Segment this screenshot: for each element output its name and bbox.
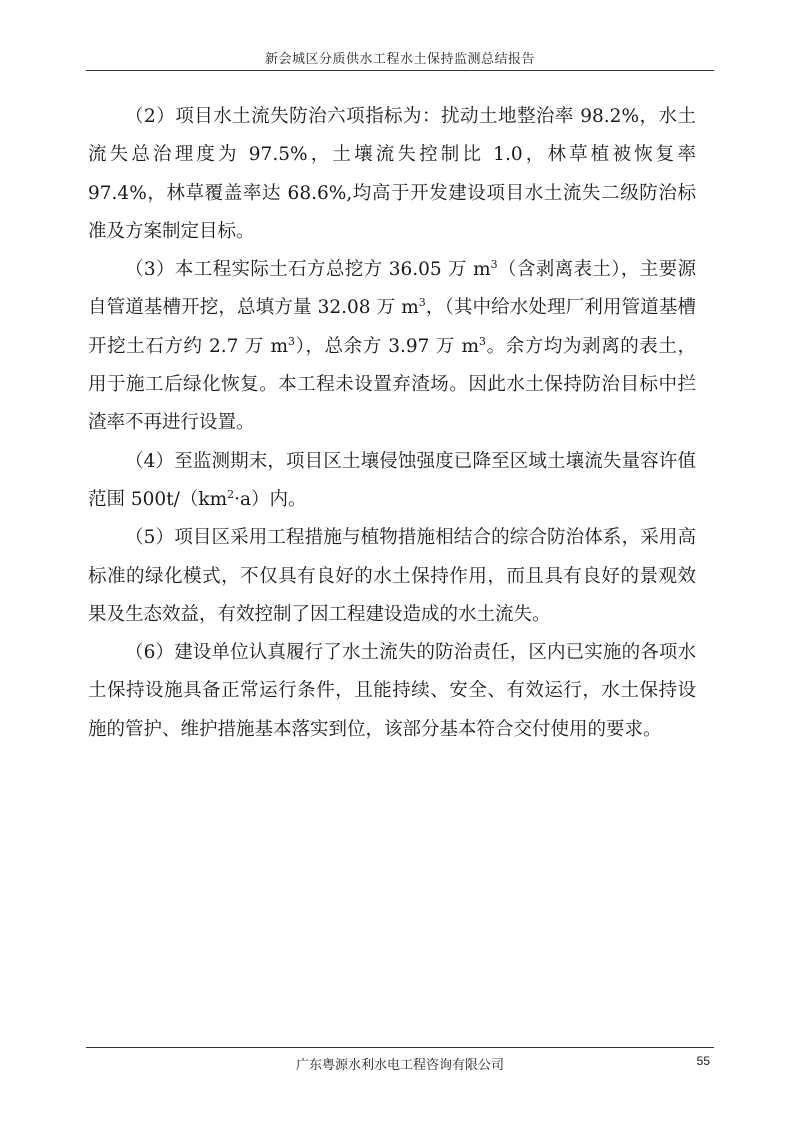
paragraph-3-text-3: ，（其中给水处理厂利用管道基槽开挖土石方约 2.7 万 m xyxy=(88,297,696,357)
superscript-square: 2 xyxy=(227,487,235,501)
paragraph-2: （2）项目水土流失防治六项指标为：扰动土地整治率 98.2%，水土流失总治理度为 97.5%，土壤流失控制比 1.0，林草植被恢复率 97.4%，林草覆盖率达 68.6%,均高于开发建设项目水土流失二级防治标准及方案制定目标。 xyxy=(88,106,696,242)
page-number: 55 xyxy=(696,1054,710,1068)
superscript-cubic: 3 xyxy=(418,296,426,310)
footer-divider xyxy=(86,1047,714,1048)
paragraph-4 xyxy=(88,443,696,520)
report-body xyxy=(88,98,696,749)
paragraph-3-text-2: （含剥离表土），主要源自管道基槽开挖，总填方量 32.08 万 m xyxy=(88,259,696,319)
paragraph-4-text-1: （4）至监测期末，项目区土壤侵蚀强度已降至区域土壤流失量容许值范围 500t/（km xyxy=(88,450,696,510)
paragraph-3 xyxy=(88,251,696,442)
paragraph-4-text-2: ·a）内。 xyxy=(234,488,307,510)
paragraph-3-text-4: ），总余方 3.97 万 m xyxy=(295,335,480,357)
paragraph-3-text-1: （3）本工程实际土石方总挖方 36.05 万 m xyxy=(125,259,491,281)
paragraph-5: （5）项目区采用工程措施与植物措施相结合的综合防治体系，采用高标准的绿化模式，不仅具有良好的水土保持作用，而且具有良好的景观效果及生态效益，有效控制了因工程建设造成的水土流失。 xyxy=(88,527,696,625)
paragraph-6: （6）建设单位认真履行了水土流失的防治责任，区内已实施的各项水土保持设施具备正常运行条件，且能持续、安全、有效运行，水土保持设施的管护、维护措施基本落实到位，该部分基本符合交付使用的要求。 xyxy=(88,642,696,740)
superscript-cubic: 3 xyxy=(490,258,498,272)
footer-company: 广东粤源水利水电工程咨询有限公司 xyxy=(295,1058,504,1073)
superscript-cubic: 3 xyxy=(479,334,487,348)
header-divider xyxy=(86,70,714,71)
paragraph-3-text-5: 。余方均为剥离的表土，用于施工后绿化恢复。本工程未设置弃渣场。因此水土保持防治目标中拦渣率不再进行设置。 xyxy=(88,335,696,434)
page-header: 新会城区分质供水工程水土保持监测总结报告 xyxy=(264,52,535,67)
superscript-cubic: 3 xyxy=(288,334,295,348)
